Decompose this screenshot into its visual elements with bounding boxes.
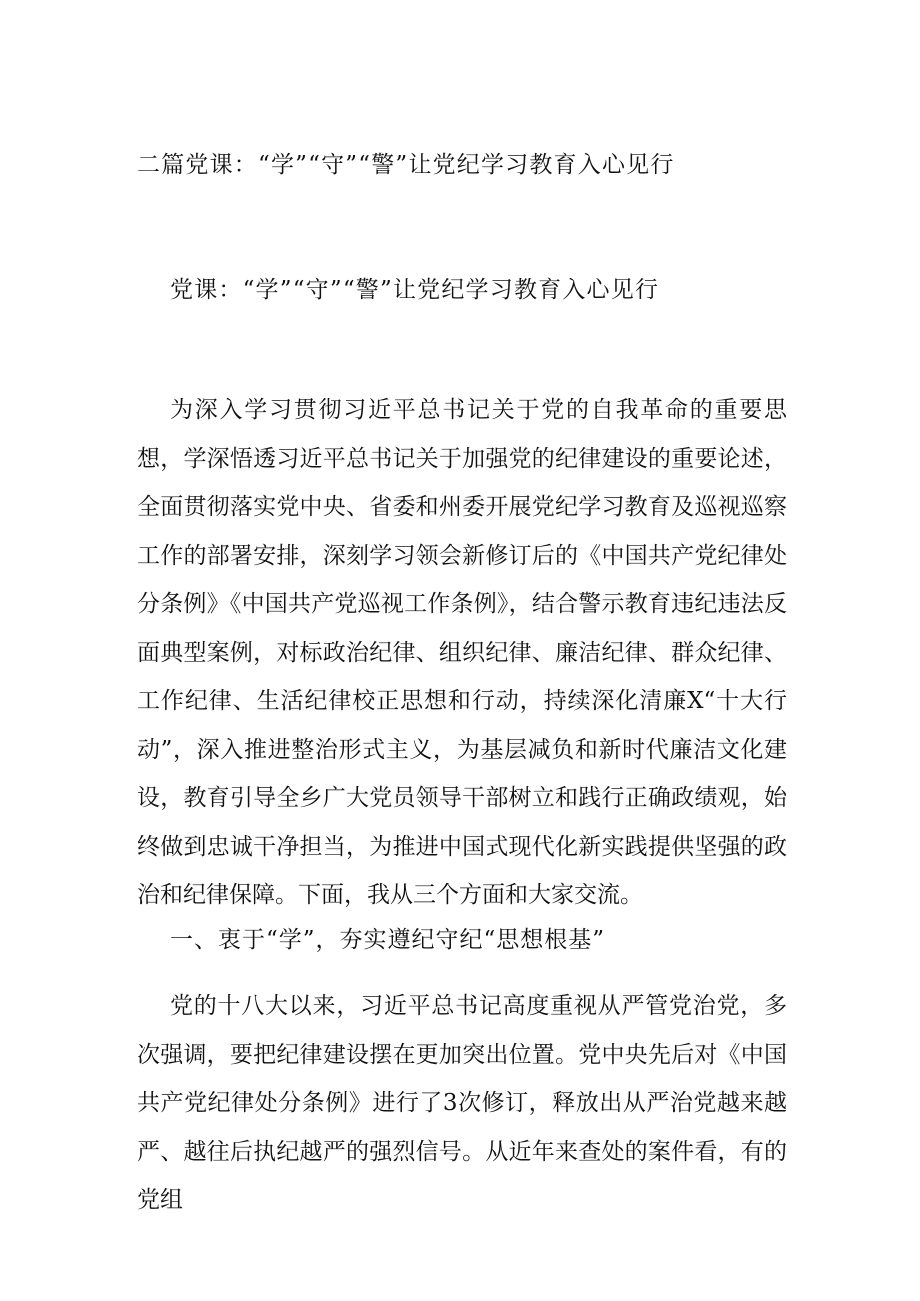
intro-paragraph: 为深入学习贯彻习近平总书记关于党的自我革命的重要思想，学深悟透习近平总书记关于加强党的纪律建设的重要论述，全面贯彻落实党中央、省委和州委开展党纪学习教育及巡视巡察工作的部署安排，深刻学习领会新修订后的《中国共产党纪律处分条例》《中国共产党巡视工作条例》，结合警示教育违纪违法反面典型案例，对标政治纪律、组织纪律、廉洁纪律、群众纪律、工作纪律、生活纪律校正思想和行动，持续深化清廉X“十大行动”，深入推进整治形式主义，为基层减负和新时代廉洁文化建设，教育引导全乡广大党员领导干部树立和践行正确政绩观，始终做到忠诚干净担当，为推进中国式现代化新实践提供坚强的政治和纪律保障。下面，我从三个方面和大家交流。 xyxy=(137,397,787,908)
lecture-subtitle: 党课：“学”“守”“警”让党纪学习教育入心见行 xyxy=(170,277,660,303)
section-1-paragraph: 党的十八大以来，习近平总书记高度重视从严管党治党，多次强调，要把纪律建设摆在更加突出位置。党中央先后对《中国共产党纪律处分条例》进行了3次修订，释放出从严治党越来越严、越往后执纪越严的强烈信号。从近年来查处的案件看，有的党组 xyxy=(137,993,787,1213)
section-1-heading: 一、衷于“学”，夯实遵纪守纪“思想根基” xyxy=(170,927,606,953)
document-title: 二篇党课：“学”“守”“警”让党纪学习教育入心见行 xyxy=(137,152,675,178)
